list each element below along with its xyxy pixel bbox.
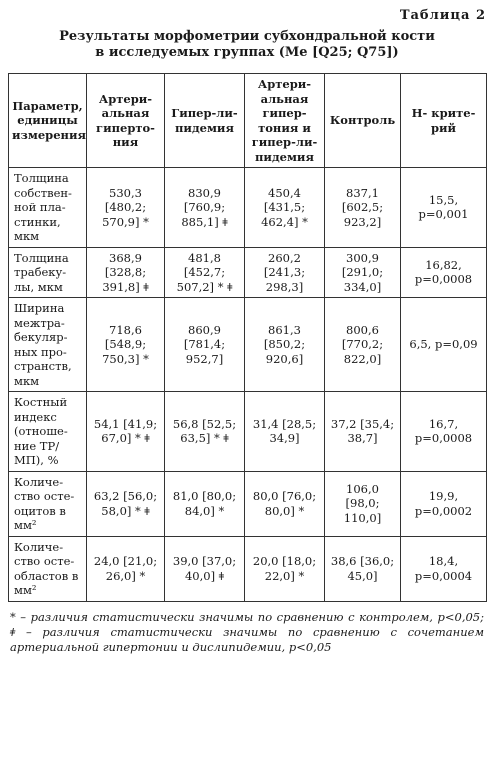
value-cell: 530,3 [480,2; 570,9] * bbox=[87, 168, 165, 248]
caption-line-1: Результаты морфометрии субхондральной кости bbox=[59, 29, 435, 44]
value-cell: 450,4 [431,5; 462,4] * bbox=[245, 168, 325, 248]
header-hyperlipidemia: Гипер-ли-пидемия bbox=[165, 74, 245, 168]
value-cell: 800,6 [770,2; 822,0] bbox=[325, 298, 401, 392]
h-criterion-cell: 16,7, p=0,0008 bbox=[401, 392, 487, 472]
value-cell: 31,4 [28,5; 34,9] bbox=[245, 392, 325, 472]
param-cell: Ширина межтра-бекуляр-ных про-странств, мкм bbox=[9, 298, 87, 392]
results-table bbox=[8, 73, 487, 602]
table-row bbox=[9, 392, 487, 472]
header-combined: Артери-альная гипер-тония и гипер-ли-пидемия bbox=[245, 74, 325, 168]
param-cell: Толщина собствен-ной пла-стинки, мкм bbox=[9, 168, 87, 248]
h-criterion-cell: 19,9, p=0,0002 bbox=[401, 471, 487, 536]
caption-line-2: в исследуемых группах (Me [Q25; Q75]) bbox=[95, 45, 399, 60]
value-cell: 24,0 [21,0; 26,0] * bbox=[87, 536, 165, 601]
table-number: Таблица 2 bbox=[399, 8, 486, 23]
h-criterion-cell: 16,82, p=0,0008 bbox=[401, 247, 487, 298]
param-cell: Костный индекс (отноше-ние ТР/ МП), % bbox=[9, 392, 87, 472]
value-cell: 860,9 [781,4; 952,7] bbox=[165, 298, 245, 392]
table-row bbox=[9, 536, 487, 601]
value-cell: 63,2 [56,0; 58,0] * ǂ bbox=[87, 471, 165, 536]
value-cell: 56,8 [52,5; 63,5] * ǂ bbox=[165, 392, 245, 472]
header-h-criterion: H- крите-рий bbox=[401, 74, 487, 168]
h-criterion-cell: 18,4, p=0,0004 bbox=[401, 536, 487, 601]
value-cell: 37,2 [35,4; 38,7] bbox=[325, 392, 401, 472]
header-parameter: Параметр, единицы измерения bbox=[9, 74, 87, 168]
header-arterial-hypertension: Артери-альная гиперто-ния bbox=[87, 74, 165, 168]
param-cell: Толщина трабеку-лы, мкм bbox=[9, 247, 87, 298]
value-cell: 481,8 [452,7; 507,2] * ǂ bbox=[165, 247, 245, 298]
document-page bbox=[8, 8, 486, 655]
value-cell: 20,0 [18,0; 22,0] * bbox=[245, 536, 325, 601]
value-cell: 39,0 [37,0; 40,0] ǂ bbox=[165, 536, 245, 601]
value-cell: 830,9 [760,9; 885,1] ǂ bbox=[165, 168, 245, 248]
value-cell: 81,0 [80,0; 84,0] * bbox=[165, 471, 245, 536]
h-criterion-cell: 15,5, p=0,001 bbox=[401, 168, 487, 248]
h-criterion-cell: 6,5, p=0,09 bbox=[401, 298, 487, 392]
value-cell: 106,0 [98,0; 110,0] bbox=[325, 471, 401, 536]
param-cell: Количе-ство осте-областов в мм² bbox=[9, 536, 87, 601]
value-cell: 54,1 [41,9; 67,0] * ǂ bbox=[87, 392, 165, 472]
table-row bbox=[9, 298, 487, 392]
value-cell: 718,6 [548,9; 750,3] * bbox=[87, 298, 165, 392]
value-cell: 260,2 [241,3; 298,3] bbox=[245, 247, 325, 298]
value-cell: 300,9 [291,0; 334,0] bbox=[325, 247, 401, 298]
value-cell: 368,9 [328,8; 391,8] ǂ bbox=[87, 247, 165, 298]
table-row bbox=[9, 247, 487, 298]
table-caption bbox=[8, 29, 486, 61]
header-control: Контроль bbox=[325, 74, 401, 168]
param-cell: Количе-ство осте-оцитов в мм² bbox=[9, 471, 87, 536]
header-row bbox=[9, 74, 487, 168]
table-footnote: * – различия статистически значимы по сравнению с контролем, p<0,05; ǂ – различия статистически значимы по сравнению с сочетанием артериальной гипертонии и дислипидемии, p<0,05 bbox=[10, 609, 484, 654]
value-cell: 837,1 [602,5; 923,2] bbox=[325, 168, 401, 248]
value-cell: 80,0 [76,0; 80,0] * bbox=[245, 471, 325, 536]
table-row bbox=[9, 471, 487, 536]
value-cell: 861,3 [850,2; 920,6] bbox=[245, 298, 325, 392]
value-cell: 38,6 [36,0; 45,0] bbox=[325, 536, 401, 601]
table-row bbox=[9, 168, 487, 248]
